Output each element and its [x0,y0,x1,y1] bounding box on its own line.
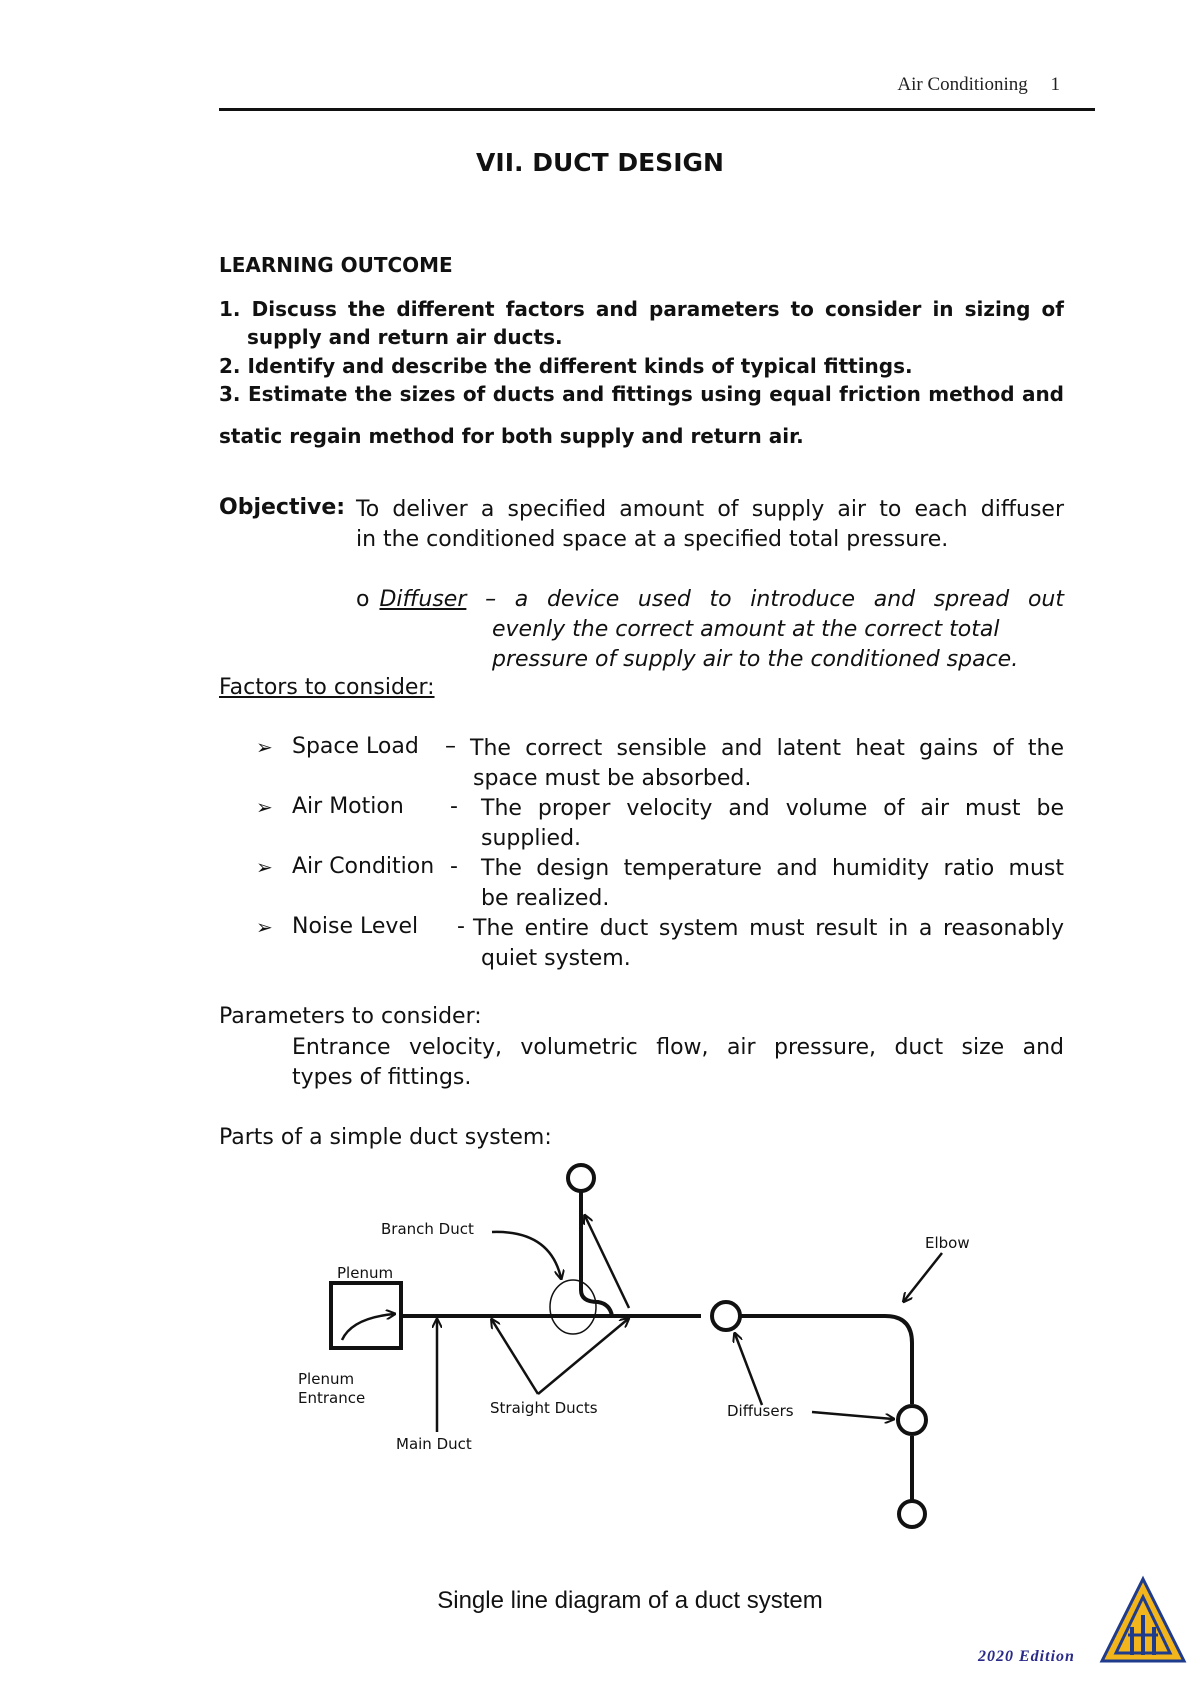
diffuser-circle [568,1165,594,1191]
factor-sep: – [445,734,456,759]
label-plenum: Plenum [337,1264,394,1282]
arrow-bullet-icon: ➢ [256,855,273,879]
factor-name-air-condition: Air Condition [292,854,435,879]
factor-desc-space-load-1: The correct sensible and latent heat gains of the [470,736,1064,761]
diffuser-arrow [812,1412,893,1419]
diffuser-line-3: pressure of supply air to the conditioned space. [492,647,1019,672]
elbow-arrow [904,1253,942,1301]
factor-desc-air-condition-2: be realized. [481,886,610,911]
diffuser-line-1 [356,585,1064,615]
factor-desc-noise-level-1: The entire duct system must result in a reasonably [473,916,1064,941]
label-branch-duct: Branch Duct [381,1220,474,1238]
branch-duct-arrow [492,1232,561,1278]
learning-outcome-heading: LEARNING OUTCOME [219,253,453,277]
parameters-text [292,1033,1064,1093]
diffuser-circle [712,1302,740,1330]
learning-outcome-item-1-cont: supply and return air ducts. [247,325,563,349]
elbow-curve [885,1316,912,1404]
edition-label: 2020 Edition [978,1648,1075,1665]
factor-sep: - [450,854,458,879]
objective-line-1: To deliver a specified amount of supply air to each diffuser [356,497,1064,522]
page-title: VII. DUCT DESIGN [476,148,724,177]
parts-heading: Parts of a simple duct system: [219,1125,552,1150]
factor-desc-air-motion-1: The proper velocity and volume of air must be [481,796,1064,821]
branch-duct-line [581,1192,612,1316]
label-plenum-entrance-2: Entrance [298,1389,366,1407]
label-straight-ducts: Straight Ducts [490,1399,598,1417]
page-number: 1 [1050,74,1060,95]
learning-outcome-item-1: 1. Discuss the different factors and parameters to consider in sizing of [219,297,1064,321]
parameters-heading: Parameters to consider: [219,1004,482,1029]
factor-desc-noise-level-2: quiet system. [481,946,631,971]
label-elbow: Elbow [925,1234,970,1252]
factor-name-noise-level: Noise Level [292,914,419,939]
branch-up-arrow [585,1216,629,1308]
label-plenum-entrance-1: Plenum [298,1370,355,1388]
arrow-bullet-icon: ➢ [256,795,273,819]
label-main-duct: Main Duct [396,1435,472,1453]
running-title: Air Conditioning [897,74,1028,95]
factor-sep: - [457,914,465,939]
factor-name-space-load: Space Load [292,734,419,759]
diffuser-term: Diffuser [379,587,467,612]
diffuser-line-2: evenly the correct amount at the correct total [492,617,1000,642]
factor-name-air-motion: Air Motion [292,794,404,819]
running-header [897,74,1060,96]
diffuser-circle [899,1501,925,1527]
straight-duct-arrow [538,1319,628,1394]
factor-desc-space-load-2: space must be absorbed. [473,766,752,791]
factor-sep: - [450,794,458,819]
learning-outcome-item-3-cont: static regain method for both supply and return air. [219,424,804,448]
header-rule [219,108,1095,111]
label-diffusers: Diffusers [727,1402,794,1420]
parameters-line-2: types of fittings. [292,1065,472,1090]
publisher-logo-icon [1098,1575,1188,1665]
diffuser-definition [356,585,1064,675]
learning-outcome-item-2: 2. Identify and describe the different kinds of typical fittings. [219,354,913,378]
objective-text [356,495,1064,555]
plenum-entrance-arrow [342,1314,394,1340]
factors-heading: Factors to consider: [219,675,435,700]
arrow-bullet-icon: ➢ [256,735,273,759]
parameters-line-1: Entrance velocity, volumetric flow, air pressure, duct size and [292,1035,1064,1060]
objective-line-2: in the conditioned space at a specified total pressure. [356,527,949,552]
learning-outcome-item-3: 3. Estimate the sizes of ducts and fittings using equal friction method and [219,382,1064,406]
diffuser-arrow [735,1334,762,1405]
diffuser-circle [898,1406,926,1434]
arrow-bullet-icon: ➢ [256,915,273,939]
straight-duct-arrow [492,1320,538,1394]
factor-desc-air-motion-2: supplied. [481,826,582,851]
diagram-caption: Single line diagram of a duct system [437,1587,823,1614]
duct-system-diagram [280,1150,980,1530]
diffuser-line-1-rest: – a device used to introduce and spread out [466,587,1064,612]
bullet-circle-icon: o [356,587,370,612]
branch-ellipse [550,1280,596,1334]
objective-label: Objective: [219,495,346,520]
factor-desc-air-condition-1: The design temperature and humidity ratio must [481,856,1064,881]
